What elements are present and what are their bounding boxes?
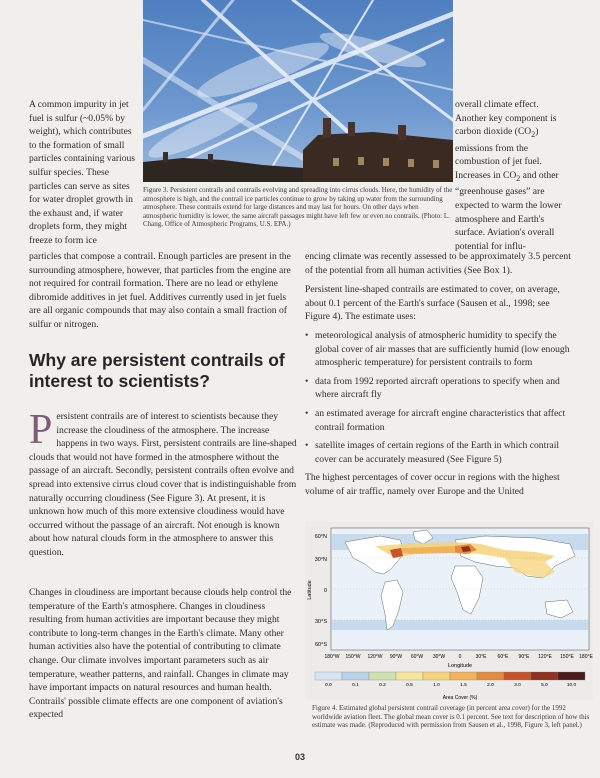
intro-text: ersistent contrails are of interest to scientists because they increase the cloudiness of the atmosphere. The increase happens in two ways. First, persistent contrails are line-shaped clouds that would not have formed in the atmosphere without the passage of an aircraft. Secondly, persistent contrails often evolve and spread into extensive cirrus cloud cover that is indistinguishable from naturally occurring cloudiness (See Figure 3). At present, it is unknown how much of this more extensive cloudiness would have occurred without the passage of an aircraft. Not enough is known about how natural clouds form in the atmosphere to answer this question. (29, 411, 297, 558)
bullet-marker: • (305, 407, 309, 419)
left-column-top-text: A common impurity in jet fuel is sulfur (~0.05% by weight), which contributes to the formation of small particles containing various sulfur species. These particles can serve as sites for water droplet growth in the exhaust and, if water droplets form, they might freeze to form ice (29, 99, 136, 246)
legend-value: 1.0 (433, 683, 440, 688)
legend-value: 0.0 (325, 683, 332, 688)
lat-tick: 30°S (315, 619, 327, 625)
bullet-item: • meteorological analysis of atmospheric humidity to specify the global cover of air masses that are sufficiently humid (low enough atmospheric temperature) for persistent contrails to form (305, 329, 570, 369)
legend-value: 0.5 (406, 683, 413, 688)
legend-swatch (531, 672, 558, 680)
bullet-marker: • (305, 440, 309, 452)
legend-swatch (342, 672, 369, 680)
legend-value: 10.0 (566, 683, 577, 688)
right-column-mid (305, 250, 575, 499)
right-mid-paragraph-2: Persistent line-shaped contrails are estimated to cover, on average, about 0.1 percent of the Earth's surface (Sausen et al., 1998; see Figure 4). The estimate uses: (305, 284, 560, 323)
lon-tick: 90°E (518, 654, 530, 660)
bullet-item: • data from 1992 reported aircraft operations to specify when and where aircraft fly (305, 375, 560, 401)
latitude-axis-label: Latitude (307, 580, 313, 600)
legend-swatch (423, 672, 450, 680)
lat-tick: 60°S (315, 642, 327, 648)
lat-tick: 30°N (314, 557, 327, 563)
legend-swatch (477, 672, 504, 680)
right-mid-paragraph-1: encing climate was recently assessed to be approximately 3.5 percent of the potential from all human activities (See Box 1). (305, 251, 571, 276)
lon-tick: 60°E (497, 654, 509, 660)
legend-value: 0.2 (379, 683, 386, 688)
right-top-text-a: overall climate effect. Another key component is carbon dioxide (CO (455, 99, 557, 138)
lat-tick: 0 (323, 588, 327, 594)
legend-value: 0.1 (352, 683, 359, 688)
lat-tick: 60°N (314, 534, 327, 540)
lon-tick: 30°W (432, 654, 446, 660)
estimate-bullet-list (305, 329, 575, 466)
page-number: 03 (294, 752, 305, 762)
bullet-marker: • (305, 329, 309, 341)
legend-swatch (450, 672, 477, 680)
legend-swatch (396, 672, 423, 680)
legend-swatch (369, 672, 396, 680)
right-column-top-text (455, 98, 570, 253)
lon-tick: 0 (458, 654, 462, 660)
co2-subscript-2: 2 (516, 173, 521, 183)
right-top-text-c: and other “greenhouse gases” are expected to warm the lower atmosphere and Earth's surface. Aviation's overall potential for influ- (455, 169, 562, 252)
section-heading: Why are persistent contrails of interest to scientists? (29, 350, 285, 391)
figure-4-caption: Figure 4. Estimated global persistent contrail coverage (in percent area cover) for the 1992 worldwide aviation fleet. The global mean cover is 0.1 percent. See text for description of how this estimate was made. (Reproduced with permission from Sausen et al., 1998, Figure 3, left panel.) (312, 704, 590, 730)
legend-value: 2.0 (487, 683, 494, 688)
contrails-photo (143, 0, 453, 182)
climate-paragraph: Changes in cloudiness are important because clouds help control the temperature of the Earth's atmosphere. Changes in cloudiness resulting from human activities are important because they might contribute to long-term changes in the Earth's climate. Many other human activities also have the potential of contributing to climate change. Our climate involves important parameters such as air temperature, weather patterns, and rainfall. Changes in climate may have important impacts on natural resources and human health. Contrails' possible climate effects are one component of aviation's expected (29, 587, 292, 721)
right-top-text-b: ) emissions from the combustion of jet fuel. Increases in CO (455, 126, 542, 181)
legend-value: 5.0 (541, 683, 548, 688)
lon-tick: 180°E (579, 654, 593, 660)
lon-tick: 90°W (389, 654, 403, 660)
legend-value: 3.0 (514, 683, 521, 688)
contrail-coverage-map (305, 522, 593, 700)
legend-swatch (558, 672, 585, 680)
bullet-marker: • (305, 375, 309, 387)
lon-tick: 180°W (324, 654, 340, 660)
legend-value: 1.5 (460, 683, 467, 688)
right-after-bullets: The highest percentages of cover occur in regions with the highest volume of air traffic, namely over Europe and the United (305, 472, 560, 497)
lon-tick: 150°E (560, 654, 574, 660)
legend-swatch (504, 672, 531, 680)
longitude-axis-label: Longitude (447, 663, 473, 669)
lon-tick: 150°W (345, 654, 361, 660)
left-column-mid-text: particles that compose a contrail. Enough particles are present in the surrounding atmosphere, however, that particles from the engine are not required for contrail formation. There are no lead or ethylene dibromide additives in jet fuel. Additives currently used in jet fuels are all organic compounds that may also contain a small fraction of sulfur or nitrogen. (29, 251, 291, 330)
bullet-item: • an estimated average for aircraft engine characteristics that affect contrail formation (305, 407, 566, 433)
cover-legend (315, 672, 585, 688)
figure-3-caption: Figure 3. Persistent contrails and contrails evolving and spreading into cirrus clouds. Here, the humidity of the atmosphere is high, and the contrail ice particles continue to grow by taking up water from the surrounding atmosphere. These contrails extend for large distances and may last for hours. On other days when atmospheric humidity is lower, the same aircraft passages might have left few or even no contrails. (Photo: L. Chang, Office of Atmospheric Programs, U.S. EPA.) (143, 186, 453, 229)
lon-tick: 60°W (410, 654, 424, 660)
contrails-photo-drawing (143, 0, 453, 182)
drop-cap: P (29, 407, 53, 453)
bullet-item: • satellite images of certain regions of the Earth in which contrail cover can be accurately measured (See Figure 5) (305, 440, 560, 465)
lon-tick: 120°E (538, 654, 552, 660)
intro-paragraph (29, 407, 299, 560)
map-svg (305, 522, 593, 700)
co2-subscript-1: 2 (531, 130, 536, 140)
lon-tick: 30°E (475, 654, 487, 660)
legend-swatch (315, 672, 342, 680)
legend-title: Area Cover (%) (442, 695, 478, 700)
lon-tick: 120°W (367, 654, 383, 660)
